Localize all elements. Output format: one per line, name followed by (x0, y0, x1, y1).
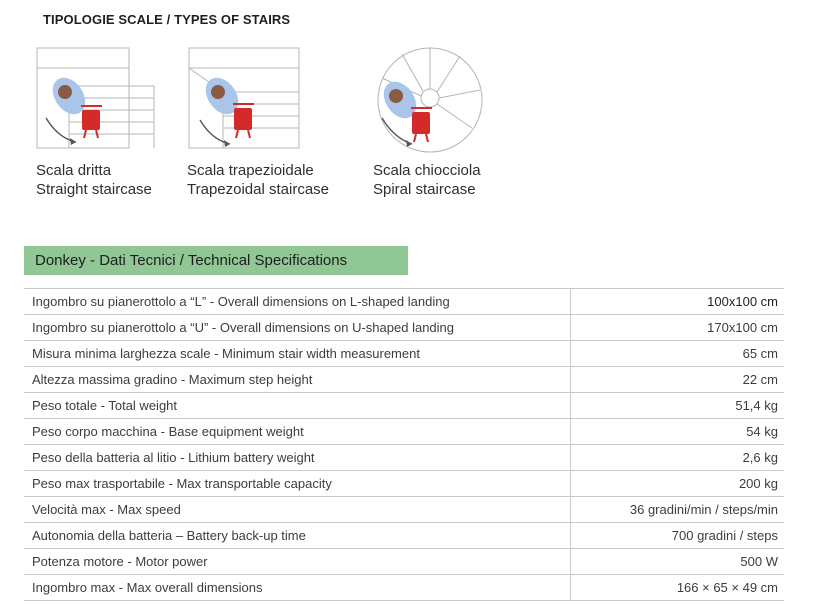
spiral-stair-icon (372, 46, 484, 158)
trapezoidal-stair-label (187, 161, 329, 199)
spec-label: Autonomia della batteria – Battery back-up time (24, 523, 571, 549)
spec-label: Peso max trasportabile - Max transportable capacity (24, 471, 571, 497)
table-row (24, 549, 784, 575)
table-row (24, 497, 784, 523)
table-row (24, 523, 784, 549)
spec-label: Velocità max - Max speed (24, 497, 571, 523)
specs-header: Donkey - Dati Tecnici / Technical Specifications (24, 246, 408, 275)
spec-value: 22 cm (571, 367, 785, 393)
spec-label: Ingombro su pianerottolo a “L” - Overall dimensions on L-shaped landing (24, 289, 571, 315)
table-row (24, 393, 784, 419)
straight-stair-figure (36, 46, 156, 156)
table-row (24, 575, 784, 601)
table-row (24, 289, 784, 315)
straight-stair-label (36, 161, 152, 199)
straight-stair-it: Scala dritta (36, 162, 112, 179)
trapezoidal-stair-icon (188, 46, 303, 156)
spec-value: 2,6 kg (571, 445, 785, 471)
spec-label: Peso della batteria al litio - Lithium battery weight (24, 445, 571, 471)
spec-value: 700 gradini / steps (571, 523, 785, 549)
spec-value: 100x100 cm (571, 289, 785, 315)
specs-table (24, 288, 784, 601)
spec-label: Potenza motore - Motor power (24, 549, 571, 575)
spec-value: 166 × 65 × 49 cm (571, 575, 785, 601)
stair-types-title: TIPOLOGIE SCALE / TYPES OF STAIRS (43, 12, 291, 27)
straight-stair-en: Straight staircase (36, 181, 152, 198)
spec-label: Altezza massima gradino - Maximum step height (24, 367, 571, 393)
spec-label: Peso totale - Total weight (24, 393, 571, 419)
spec-value: 500 W (571, 549, 785, 575)
table-row (24, 367, 784, 393)
spec-label: Ingombro su pianerottolo a “U” - Overall dimensions on U-shaped landing (24, 315, 571, 341)
spec-value: 54 kg (571, 419, 785, 445)
spec-label: Misura minima larghezza scale - Minimum stair width measurement (24, 341, 571, 367)
table-row (24, 419, 784, 445)
spiral-stair-en: Spiral staircase (373, 181, 476, 198)
spec-value: 170x100 cm (571, 315, 785, 341)
trapezoidal-stair-it: Scala trapezioidale (187, 162, 314, 179)
table-row (24, 315, 784, 341)
spec-value: 51,4 kg (571, 393, 785, 419)
spiral-stair-figure (372, 46, 484, 158)
table-row (24, 341, 784, 367)
spiral-stair-it: Scala chiocciola (373, 162, 481, 179)
spec-value: 36 gradini/min / steps/min (571, 497, 785, 523)
table-row (24, 445, 784, 471)
spiral-stair-label (373, 161, 481, 199)
spec-label: Ingombro max - Max overall dimensions (24, 575, 571, 601)
straight-stair-icon (36, 46, 156, 156)
table-row (24, 471, 784, 497)
trapezoidal-stair-en: Trapezoidal staircase (187, 181, 330, 198)
trapezoidal-stair-figure (188, 46, 303, 156)
spec-value: 200 kg (571, 471, 785, 497)
spec-value: 65 cm (571, 341, 785, 367)
spec-label: Peso corpo macchina - Base equipment weight (24, 419, 571, 445)
